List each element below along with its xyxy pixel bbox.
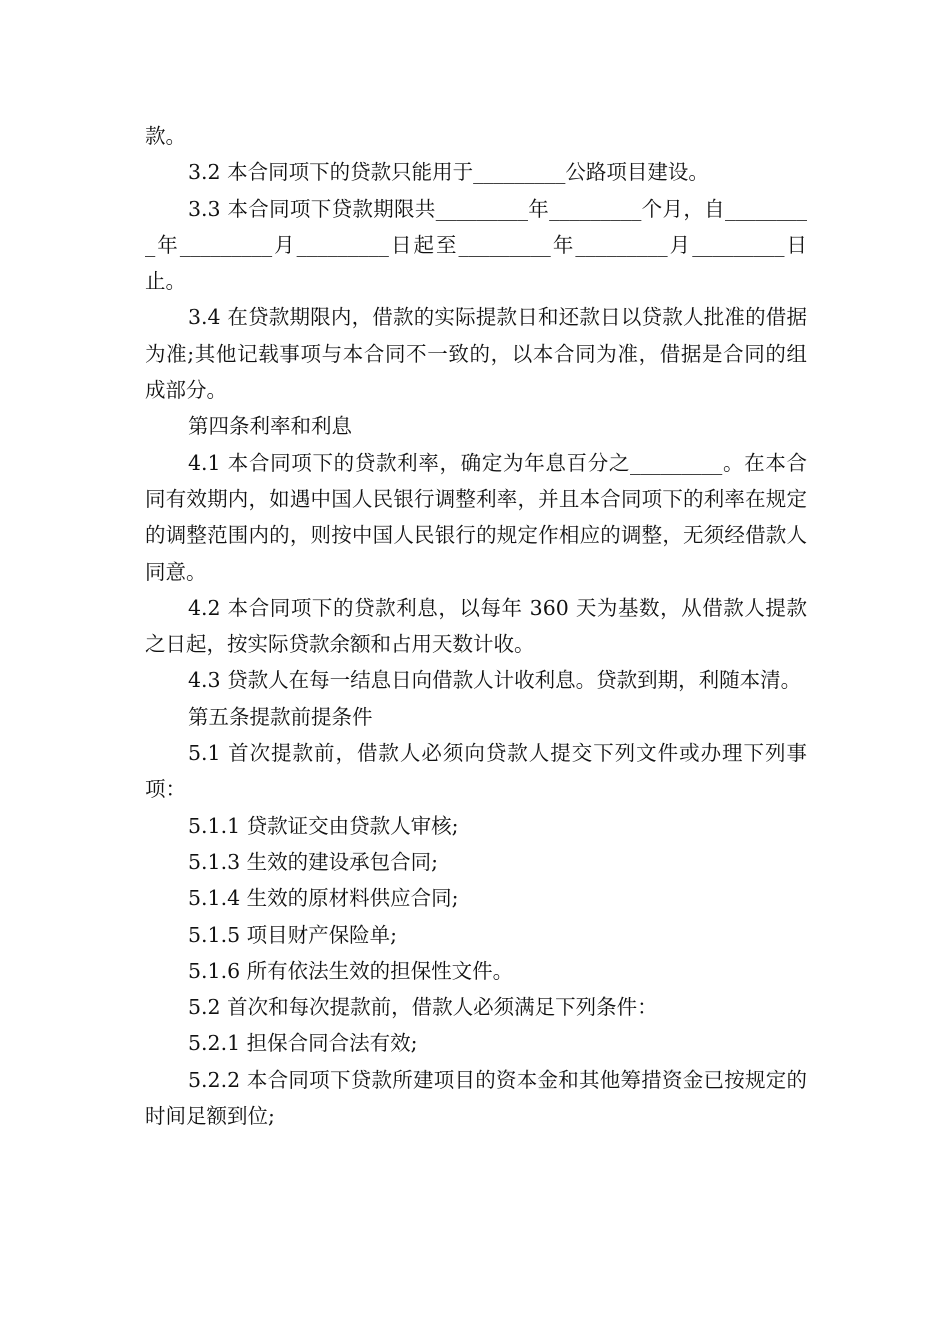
paragraph-5-2-2: 5.2.2 本合同项下贷款所建项目的资本金和其他筹措资金已按规定的时间足额到位; <box>145 1067 807 1129</box>
paragraph-5-1-4: 5.1.4 生效的原材料供应合同; <box>188 886 459 911</box>
paragraph-3-4: 3.4 在贷款期限内，借款的实际提款日和还款日以贷款人批准的借据为准;其他记载事项与本合同不一致的，以本合同为准，借据是合同的组成部分。 <box>145 305 807 403</box>
paragraph-5-2: 5.2 首次和每次提款前，借款人必须满足下列条件： <box>188 995 658 1020</box>
paragraph: 款。 <box>145 124 186 148</box>
paragraph-5-1-3: 5.1.3 生效的建设承包合同; <box>188 849 439 874</box>
paragraph-4-1: 4.1 本合同项下的贷款利率，确定为年息百分之_________。在本合同有效期内，如遇中国人民银行调整利率，并且本合同项下的利率在规定的调整范围内的，则按中国人民银行的规定作相应的调整，无须经借款人同意。 <box>145 450 807 584</box>
document-body <box>145 118 807 1134</box>
paragraph-3-2: 3.2 本合同项下的贷款只能用于_________公路项目建设。 <box>188 160 709 185</box>
paragraph-5-2-1: 5.2.1 担保合同合法有效; <box>188 1031 418 1056</box>
paragraph-4-2: 4.2 本合同项下的贷款利息，以每年 360 天为基数，从借款人提款之日起，按实际贷款余额和占用天数计收。 <box>145 595 807 657</box>
paragraph-5-1-1: 5.1.1 贷款证交由贷款人审核; <box>188 813 459 838</box>
section-heading-article-5: 第五条提款前提条件 <box>188 704 373 729</box>
paragraph-5-1: 5.1 首次提款前，借款人必须向贷款人提交下列文件或办理下列事项： <box>145 741 807 802</box>
paragraph-5-1-5: 5.1.5 项目财产保险单; <box>188 922 398 947</box>
paragraph-5-1-6: 5.1.6 所有依法生效的担保性文件。 <box>188 958 514 983</box>
paragraph-3-3: 3.3 本合同项下贷款期限共_________年_________个月，自_________年_________月_________日起至_________年_________月_________日止。 <box>145 196 807 294</box>
paragraph-4-3: 4.3 贷款人在每一结息日向借款人计收利息。贷款到期，利随本清。 <box>188 668 802 693</box>
section-heading-article-4: 第四条利率和利息 <box>188 414 352 439</box>
